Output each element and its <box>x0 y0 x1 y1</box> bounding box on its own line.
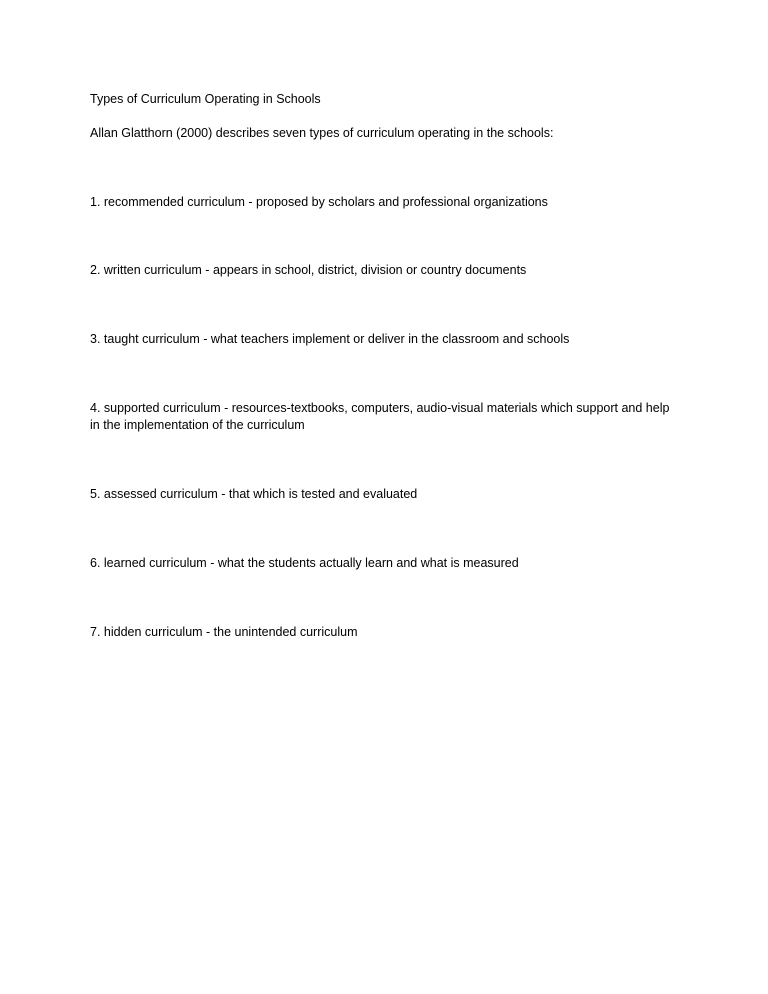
list-item: 5. assessed curriculum - that which is tested and evaluated <box>90 487 418 501</box>
list-item: 2. written curriculum - appears in school, district, division or country documents <box>90 263 527 277</box>
list-item: 4. supported curriculum - resources-textbooks, computers, audio-visual materials which support and help in the implementation of the curriculum <box>90 401 670 432</box>
list-item: 7. hidden curriculum - the unintended curriculum <box>90 625 358 639</box>
document-intro: Allan Glatthorn (2000) describes seven types of curriculum operating in the schools: <box>90 126 554 140</box>
list-item: 3. taught curriculum - what teachers implement or deliver in the classroom and schools <box>90 332 570 346</box>
document-title: Types of Curriculum Operating in Schools <box>90 92 321 106</box>
list-item: 6. learned curriculum - what the students actually learn and what is measured <box>90 556 519 570</box>
list-item: 1. recommended curriculum - proposed by scholars and professional organizations <box>90 195 548 209</box>
